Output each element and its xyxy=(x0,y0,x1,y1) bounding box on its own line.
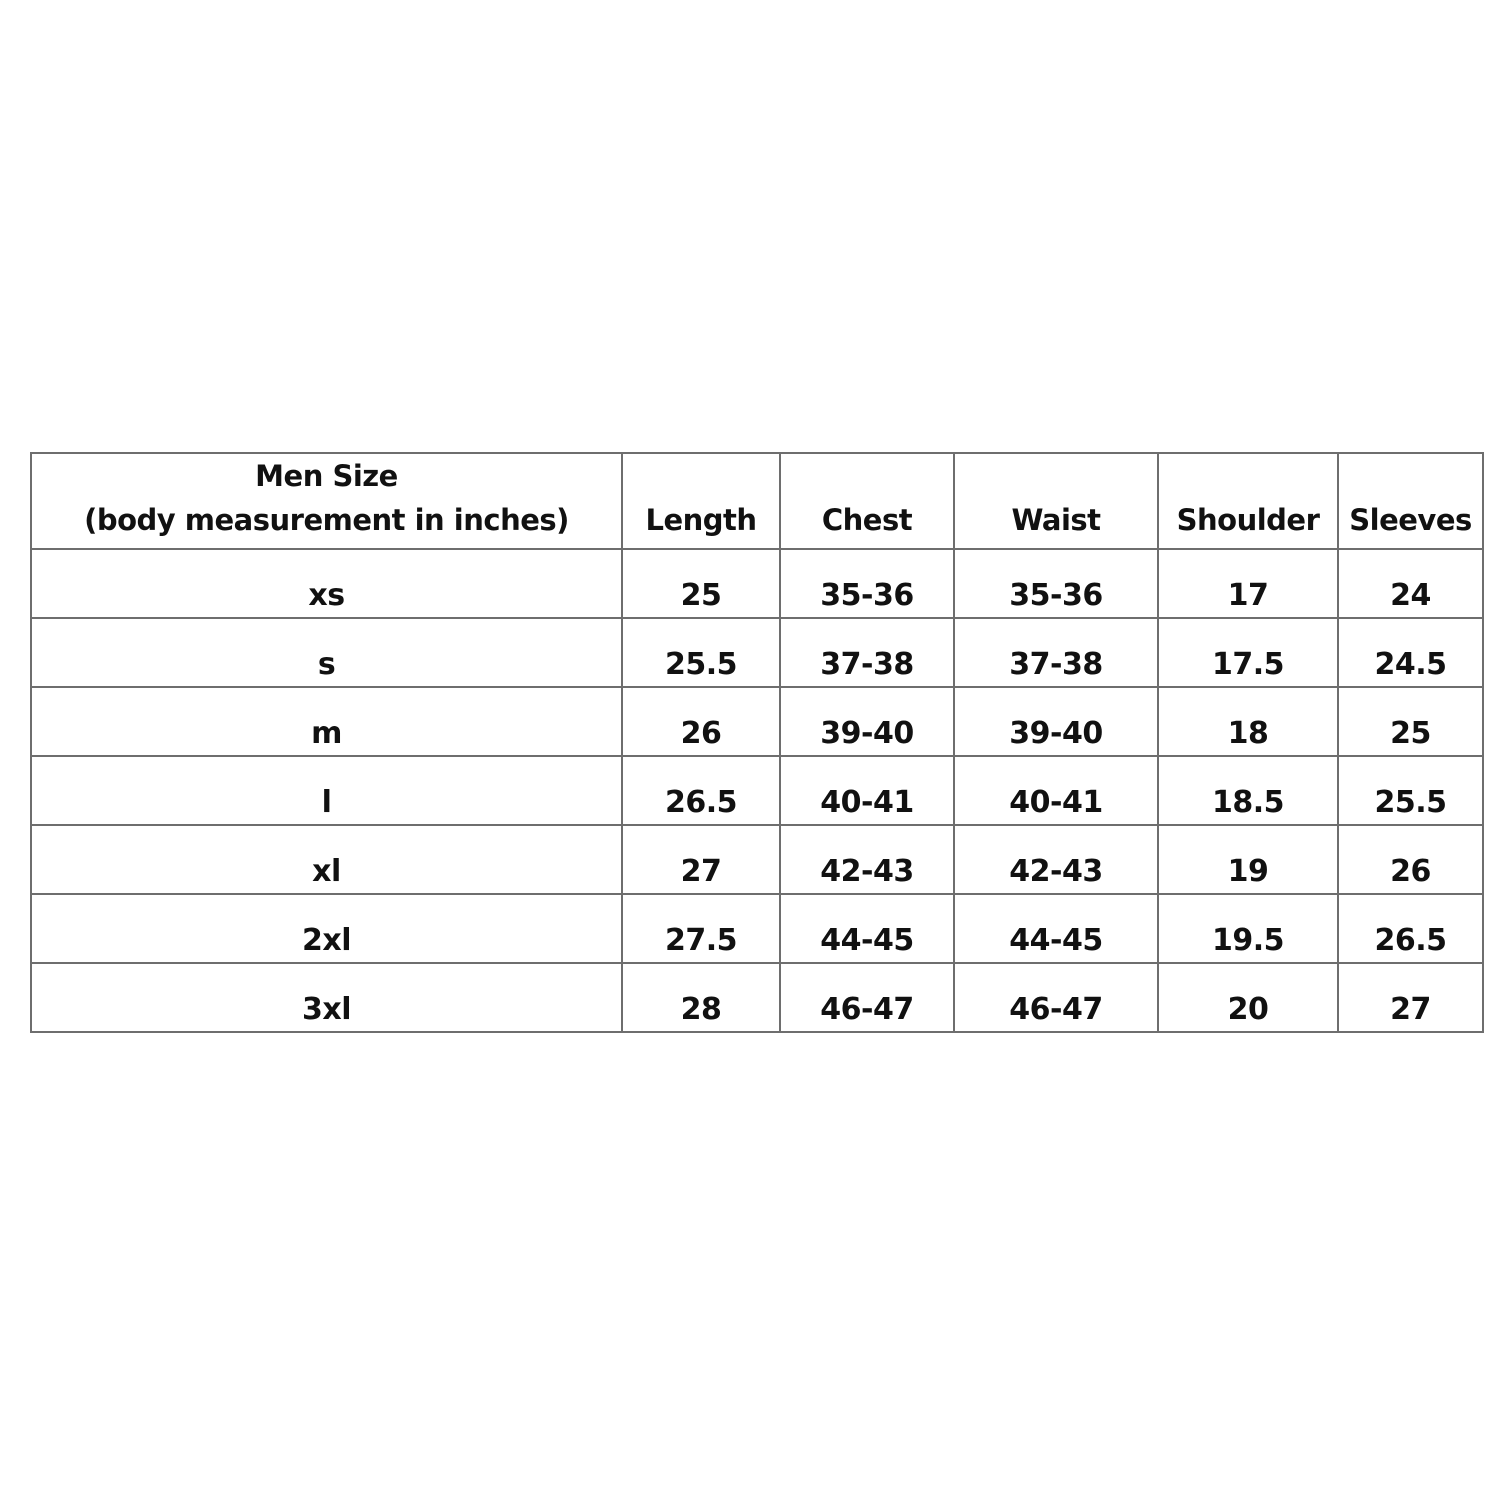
header-shoulder: Shoulder xyxy=(1158,453,1338,549)
cell-length: 25 xyxy=(622,549,780,618)
cell-length: 27.5 xyxy=(622,894,780,963)
cell-sleeves: 24 xyxy=(1338,549,1483,618)
cell-sleeves: 25.5 xyxy=(1338,756,1483,825)
table-row xyxy=(31,618,1483,687)
cell-length: 26 xyxy=(622,687,780,756)
table-body xyxy=(31,549,1483,1032)
cell-size: 2xl xyxy=(31,894,622,963)
cell-shoulder: 17.5 xyxy=(1158,618,1338,687)
cell-sleeves: 24.5 xyxy=(1338,618,1483,687)
table-row xyxy=(31,963,1483,1032)
cell-chest: 39-40 xyxy=(780,687,954,756)
cell-sleeves: 26.5 xyxy=(1338,894,1483,963)
cell-waist: 35-36 xyxy=(954,549,1158,618)
cell-length: 26.5 xyxy=(622,756,780,825)
size-chart-table xyxy=(30,452,1484,1033)
cell-shoulder: 19.5 xyxy=(1158,894,1338,963)
header-men-size-line1: Men Size xyxy=(255,459,398,493)
cell-waist: 42-43 xyxy=(954,825,1158,894)
cell-chest: 40-41 xyxy=(780,756,954,825)
cell-length: 25.5 xyxy=(622,618,780,687)
cell-sleeves: 25 xyxy=(1338,687,1483,756)
cell-size: l xyxy=(31,756,622,825)
cell-chest: 35-36 xyxy=(780,549,954,618)
cell-shoulder: 18.5 xyxy=(1158,756,1338,825)
cell-sleeves: 27 xyxy=(1338,963,1483,1032)
cell-waist: 40-41 xyxy=(954,756,1158,825)
cell-chest: 37-38 xyxy=(780,618,954,687)
cell-length: 27 xyxy=(622,825,780,894)
cell-shoulder: 20 xyxy=(1158,963,1338,1032)
table-row xyxy=(31,894,1483,963)
cell-size: 3xl xyxy=(31,963,622,1032)
table-row xyxy=(31,549,1483,618)
cell-size: m xyxy=(31,687,622,756)
cell-chest: 42-43 xyxy=(780,825,954,894)
cell-shoulder: 18 xyxy=(1158,687,1338,756)
header-sleeves: Sleeves xyxy=(1338,453,1483,549)
cell-chest: 44-45 xyxy=(780,894,954,963)
cell-sleeves: 26 xyxy=(1338,825,1483,894)
header-chest: Chest xyxy=(780,453,954,549)
table-row xyxy=(31,756,1483,825)
table-row xyxy=(31,687,1483,756)
cell-size: xl xyxy=(31,825,622,894)
header-waist: Waist xyxy=(954,453,1158,549)
cell-shoulder: 19 xyxy=(1158,825,1338,894)
cell-waist: 37-38 xyxy=(954,618,1158,687)
cell-chest: 46-47 xyxy=(780,963,954,1032)
header-row xyxy=(31,453,1483,549)
cell-waist: 46-47 xyxy=(954,963,1158,1032)
cell-waist: 39-40 xyxy=(954,687,1158,756)
cell-length: 28 xyxy=(622,963,780,1032)
header-men-size xyxy=(31,453,622,549)
cell-shoulder: 17 xyxy=(1158,549,1338,618)
header-men-size-line2: (body measurement in inches) xyxy=(84,503,569,537)
cell-waist: 44-45 xyxy=(954,894,1158,963)
cell-size: xs xyxy=(31,549,622,618)
header-length: Length xyxy=(622,453,780,549)
cell-size: s xyxy=(31,618,622,687)
table-row xyxy=(31,825,1483,894)
